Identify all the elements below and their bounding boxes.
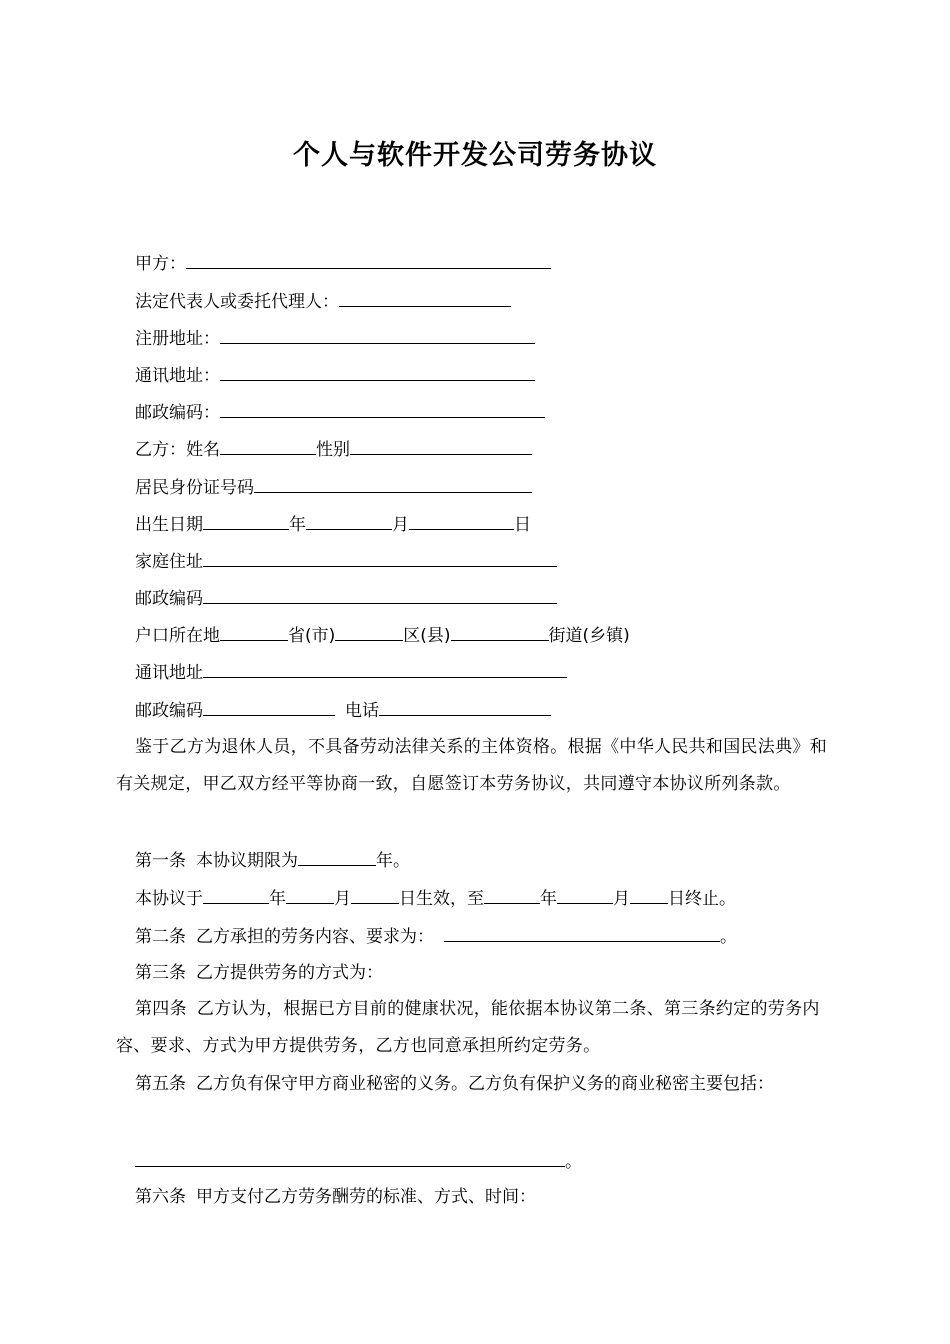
article-6-label: 第六条 — [135, 1187, 186, 1207]
hukou-label: 户口所在地 — [135, 626, 220, 646]
article-4-paragraph — [116, 991, 838, 1065]
end-year-blank — [484, 885, 540, 904]
article-3-label: 第三条 — [135, 963, 186, 983]
id-number-line — [135, 474, 532, 501]
birth-day-blank — [409, 511, 514, 530]
article-3-line — [135, 960, 383, 986]
registered-address-line — [135, 325, 535, 352]
birth-day-unit: 日 — [514, 515, 531, 535]
party-a-comm-address-line — [135, 362, 535, 389]
party-b-postcode2-blank — [203, 697, 335, 716]
gender-blank — [350, 436, 532, 455]
registered-address-label: 注册地址： — [135, 329, 220, 349]
end-month-blank — [557, 885, 613, 904]
start-year-unit: 年 — [269, 889, 286, 909]
birth-month-unit: 月 — [392, 515, 409, 535]
article-1-text: 本协议期限为 — [196, 851, 298, 871]
party-a-postcode-label: 邮政编码： — [135, 403, 220, 423]
article-5-line — [135, 1071, 774, 1097]
article-5-blank-line — [135, 1148, 582, 1175]
article-5-blank — [135, 1148, 565, 1167]
birth-date-line — [135, 511, 531, 538]
birth-date-label: 出生日期 — [135, 515, 203, 535]
hukou-line — [135, 622, 630, 649]
end-month-unit: 月 — [613, 889, 630, 909]
term-years-blank — [298, 847, 376, 866]
effect-day-text: 日生效，至 — [399, 889, 484, 909]
article-5-end: 。 — [565, 1152, 582, 1172]
street-label: 街道(乡镇) — [548, 626, 630, 646]
party-a-comm-address-blank — [220, 362, 535, 381]
article-4-text: 乙方认为，根据已方目前的健康状况，能依据本协议第二条、第三条约定的劳务内容、要求、方式为甲方提供劳务，乙方也同意承担所约定劳务。 — [116, 999, 820, 1056]
party-a-label: 甲方： — [135, 254, 186, 274]
birth-month-blank — [306, 511, 392, 530]
article-6-text: 甲方支付乙方劳务酬劳的标准、方式、时间： — [196, 1187, 536, 1207]
article-1-line — [135, 847, 410, 874]
birth-year-unit: 年 — [289, 515, 306, 535]
registered-address-blank — [220, 325, 535, 344]
party-b-name-line — [135, 436, 532, 463]
start-day-blank — [351, 885, 399, 904]
start-month-unit: 月 — [334, 889, 351, 909]
article-1-label: 第一条 — [135, 851, 186, 871]
home-address-line — [135, 548, 557, 575]
party-b-comm-address-label: 通讯地址 — [135, 663, 203, 683]
article-5-text: 乙方负有保守甲方商业秘密的义务。乙方负有保护义务的商业秘密主要包括： — [196, 1074, 774, 1094]
start-year-blank — [203, 885, 269, 904]
home-address-label: 家庭住址 — [135, 552, 203, 572]
postcode-phone-line — [135, 697, 551, 724]
party-a-blank — [186, 250, 551, 269]
id-number-label: 居民身份证号码 — [135, 478, 254, 498]
preamble-paragraph: 鉴于乙方为退休人员，不具备劳动法律关系的主体资格。根据《中华人民共和国民法典》和有关规定，甲乙双方经平等协商一致，自愿签订本劳务协议，共同遵守本协议所列条款。 — [116, 737, 827, 794]
end-year-unit: 年 — [540, 889, 557, 909]
article-5-label: 第五条 — [135, 1074, 186, 1094]
party-b-postcode-line — [135, 585, 557, 612]
party-b-name-blank — [220, 436, 316, 455]
article-2-blank — [444, 923, 720, 942]
province-label: 省(市) — [288, 626, 336, 646]
party-a-line — [135, 250, 551, 277]
article-1-period-line — [135, 885, 736, 912]
article-2-line — [135, 923, 737, 950]
party-b-comm-address-line — [135, 659, 567, 686]
district-label: 区(县) — [403, 626, 451, 646]
representative-label: 法定代表人或委托代理人： — [135, 292, 339, 312]
party-a-postcode-blank — [220, 399, 545, 418]
street-blank — [451, 622, 549, 641]
party-a-postcode-line — [135, 399, 545, 426]
article-4-label: 第四条 — [135, 999, 187, 1019]
party-b-name-label: 乙方：姓名 — [135, 440, 220, 460]
article-2-label: 第二条 — [135, 927, 186, 947]
phone-label: 电话 — [345, 701, 379, 721]
gender-label: 性别 — [316, 440, 350, 460]
end-day-blank — [630, 885, 668, 904]
article-3-text: 乙方提供劳务的方式为： — [196, 963, 383, 983]
article-2-end: 。 — [720, 927, 737, 947]
birth-year-blank — [203, 511, 289, 530]
representative-line — [135, 288, 511, 315]
article-1-unit: 年。 — [376, 851, 410, 871]
phone-blank — [379, 697, 551, 716]
party-b-postcode-label: 邮政编码 — [135, 589, 203, 609]
representative-blank — [339, 288, 511, 307]
end-day-text: 日终止。 — [668, 889, 736, 909]
party-b-comm-address-blank — [203, 659, 567, 678]
party-a-comm-address-label: 通讯地址： — [135, 366, 220, 386]
start-month-blank — [286, 885, 334, 904]
party-b-postcode2-label: 邮政编码 — [135, 701, 203, 721]
home-address-blank — [203, 548, 557, 567]
id-number-blank — [254, 474, 532, 493]
article-2-text: 乙方承担的劳务内容、要求为： — [196, 927, 434, 947]
party-b-postcode-blank — [203, 585, 557, 604]
effect-prefix: 本协议于 — [135, 889, 203, 909]
article-6-line — [135, 1184, 536, 1210]
document-title: 个人与软件开发公司劳务协议 — [293, 140, 657, 171]
province-blank — [220, 622, 288, 641]
district-blank — [335, 622, 403, 641]
